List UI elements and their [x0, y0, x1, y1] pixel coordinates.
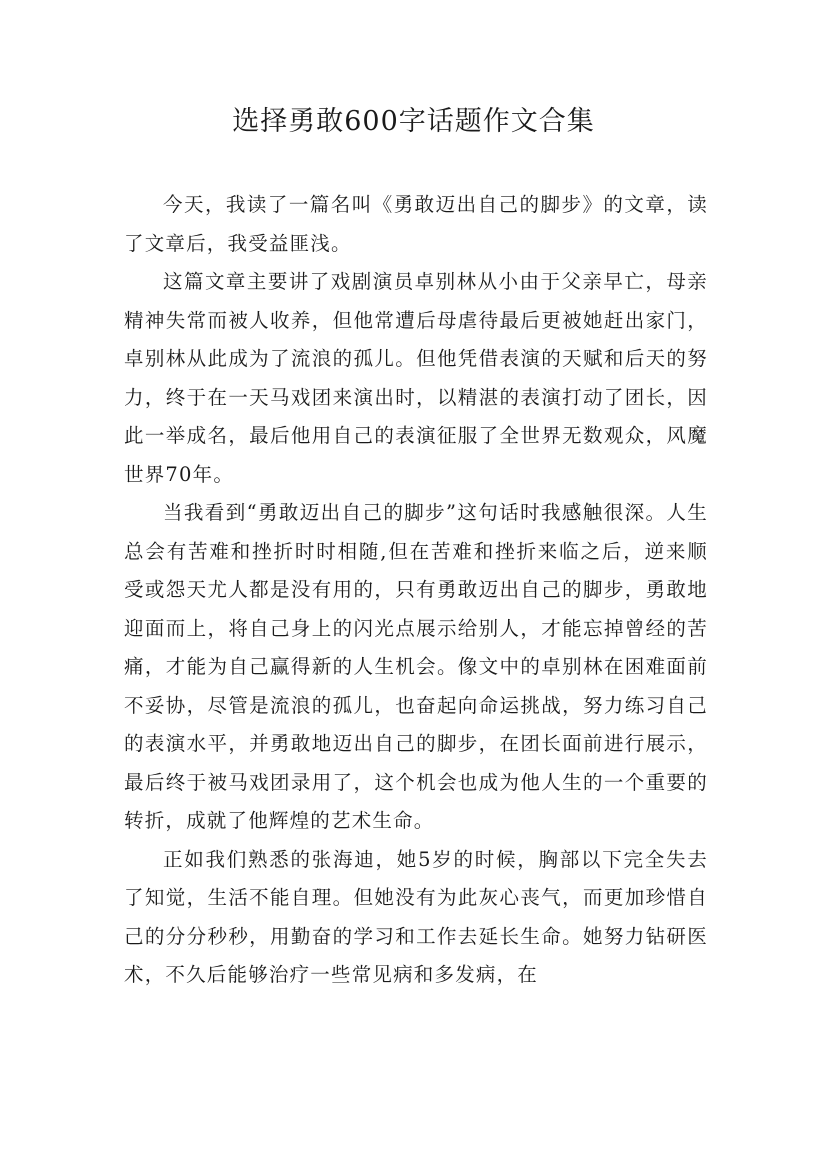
- document-body: [124, 186, 708, 995]
- paragraph-4: 正如我们熟悉的张海迪，她5岁的时候，胸部以下完全失去了知觉，生活不能自理。但她没有为此灰心丧气，而更加珍惜自己的分分秒秒，用勤奋的学习和工作去延长生命。她努力钻研医术，不久后能够治疗一些常见病和多发病，在: [124, 847, 708, 986]
- paragraph-1: 今天，我读了一篇名叫《勇敢迈出自己的脚步》的文章，读了文章后，我受益匪浅。: [124, 193, 708, 255]
- paragraph-2: 这篇文章主要讲了戏剧演员卓别林从小由于父亲早亡，母亲精神失常而被人收养，但他常遭后母虐待最后更被她赶出家门，卓别林从此成为了流浪的孤儿。但他凭借表演的天赋和后天的努力，终于在一天马戏团来演出时，以精湛的表演打动了团长，因此一举成名，最后他用自己的表演征服了全世界无数观众，风魔世界70年。: [124, 270, 708, 486]
- document-title: 选择勇敢600字话题作文合集: [232, 106, 595, 137]
- paragraph-3: 当我看到“勇敢迈出自己的脚步”这句话时我感触很深。人生总会有苦难和挫折时时相随,但在苦难和挫折来临之后，逆来顺受或怨天尤人都是没有用的，只有勇敢迈出自己的脚步，勇敢地迎面而上，将自己身上的闪光点展示给别人，才能忘掉曾经的苦痛，才能为自己赢得新的人生机会。像文中的卓别林在困难面前不妥协，尽管是流浪的孤儿，也奋起向命运挑战，努力练习自己的表演水平，并勇敢地迈出自己的脚步，在团长面前进行展示，最后终于被马戏团录用了，这个机会也成为他人生的一个重要的转折，成就了他辉煌的艺术生命。: [124, 501, 708, 832]
